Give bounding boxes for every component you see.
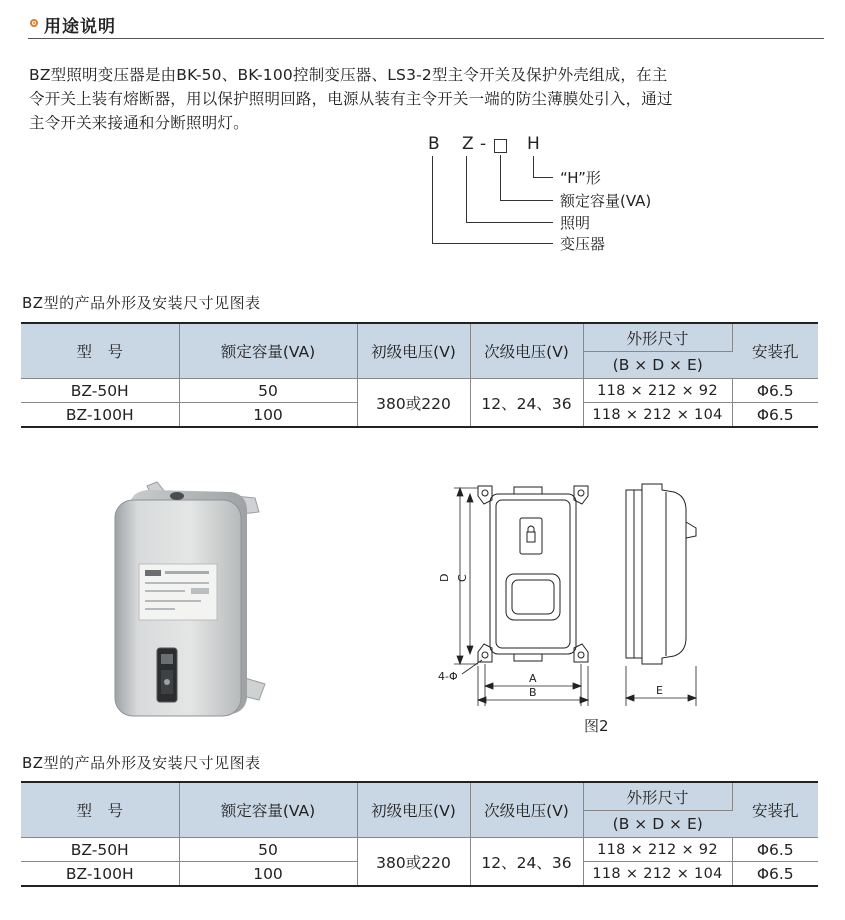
intro-paragraph bbox=[29, 63, 829, 135]
leader-line bbox=[432, 243, 553, 244]
dim-label-b: B bbox=[529, 686, 537, 699]
code-letter-b: B bbox=[428, 134, 440, 154]
intro-line: BZ型照明变压器是由BK-50、BK-100控制变压器、LS3-2型主令开关及保护外壳组成，在主 bbox=[29, 66, 668, 84]
cell-dimensions: 118 × 212 × 92 bbox=[583, 838, 732, 862]
leader-line bbox=[466, 222, 553, 223]
header-mounting-hole: 安装孔 bbox=[732, 782, 818, 838]
section-title: 用途说明 bbox=[44, 17, 116, 37]
cell-primary-voltage: 380或220 bbox=[357, 838, 470, 887]
leader-line bbox=[432, 156, 433, 243]
bullet-circle-icon bbox=[30, 19, 38, 27]
header-dimensions: 外形尺寸 bbox=[583, 782, 732, 811]
leader-line bbox=[500, 200, 553, 201]
header-model: 型 号 bbox=[21, 782, 179, 838]
cell-model: BZ-100H bbox=[21, 403, 179, 428]
cell-capacity: 100 bbox=[179, 862, 357, 887]
cell-model: BZ-50H bbox=[21, 379, 179, 403]
leader-line bbox=[533, 177, 553, 178]
header-secondary-voltage: 次级电压(V) bbox=[470, 782, 583, 838]
header-model: 型 号 bbox=[21, 323, 179, 379]
cell-mounting-hole: Φ6.5 bbox=[732, 862, 818, 887]
code-letter-z: Z bbox=[462, 134, 474, 154]
cell-mounting-hole: Φ6.5 bbox=[732, 379, 818, 403]
technical-drawing bbox=[430, 474, 720, 724]
cell-capacity: 50 bbox=[179, 379, 357, 403]
cell-secondary-voltage: 12、24、36 bbox=[470, 379, 583, 428]
code-label-lighting: 照明 bbox=[560, 214, 591, 232]
cell-capacity: 50 bbox=[179, 838, 357, 862]
code-capacity-box bbox=[494, 139, 507, 153]
code-label-transformer: 变压器 bbox=[560, 235, 606, 253]
cell-model: BZ-50H bbox=[21, 838, 179, 862]
dim-label-d: D bbox=[438, 573, 451, 582]
cell-dimensions: 118 × 212 × 92 bbox=[583, 379, 732, 403]
header-capacity: 额定容量(VA) bbox=[179, 323, 357, 379]
cell-mounting-hole: Φ6.5 bbox=[732, 838, 818, 862]
cell-primary-voltage: 380或220 bbox=[357, 379, 470, 428]
product-photo bbox=[95, 478, 285, 726]
code-dash: - bbox=[480, 134, 487, 154]
header-dimensions-sub: (B × D × E) bbox=[583, 811, 732, 838]
header-mounting-hole: 安装孔 bbox=[732, 323, 818, 379]
table-row bbox=[21, 379, 818, 403]
header-primary-voltage: 初级电压(V) bbox=[357, 782, 470, 838]
header-primary-voltage: 初级电压(V) bbox=[357, 323, 470, 379]
table-row bbox=[21, 838, 818, 862]
figure-caption: 图2 bbox=[584, 717, 609, 735]
leader-line bbox=[533, 156, 534, 177]
intro-line: 主令开关来接通和分断照明灯。 bbox=[29, 114, 249, 132]
table-caption: BZ型的产品外形及安装尺寸见图表 bbox=[22, 294, 261, 312]
header-dimensions-sub: (B × D × E) bbox=[583, 352, 732, 379]
header-capacity: 额定容量(VA) bbox=[179, 782, 357, 838]
dim-label-a: A bbox=[529, 672, 537, 685]
code-label-h-shape: “H”形 bbox=[560, 169, 601, 187]
cell-secondary-voltage: 12、24、36 bbox=[470, 838, 583, 887]
spec-table bbox=[21, 781, 818, 887]
header-dimensions: 外形尺寸 bbox=[583, 323, 732, 352]
leader-line bbox=[466, 156, 467, 222]
cell-capacity: 100 bbox=[179, 403, 357, 428]
cell-dimensions: 118 × 212 × 104 bbox=[583, 862, 732, 887]
cell-model: BZ-100H bbox=[21, 862, 179, 887]
model-code-diagram bbox=[410, 134, 710, 264]
table-caption: BZ型的产品外形及安装尺寸见图表 bbox=[22, 754, 261, 772]
section-header bbox=[28, 10, 824, 39]
intro-line: 令开关上装有熔断器，用以保护照明回路，电源从装有主令开关一端的防尘薄膜处引入，通过 bbox=[29, 90, 673, 108]
cell-dimensions: 118 × 212 × 104 bbox=[583, 403, 732, 428]
spec-table bbox=[21, 322, 818, 428]
cell-mounting-hole: Φ6.5 bbox=[732, 403, 818, 428]
code-letter-h: H bbox=[527, 134, 540, 154]
leader-line bbox=[500, 155, 501, 200]
dim-label-hole: 4-Φ bbox=[438, 670, 458, 683]
dim-label-c: C bbox=[456, 574, 469, 582]
header-secondary-voltage: 次级电压(V) bbox=[470, 323, 583, 379]
code-label-capacity: 额定容量(VA) bbox=[560, 192, 652, 210]
dim-label-e: E bbox=[656, 684, 663, 697]
